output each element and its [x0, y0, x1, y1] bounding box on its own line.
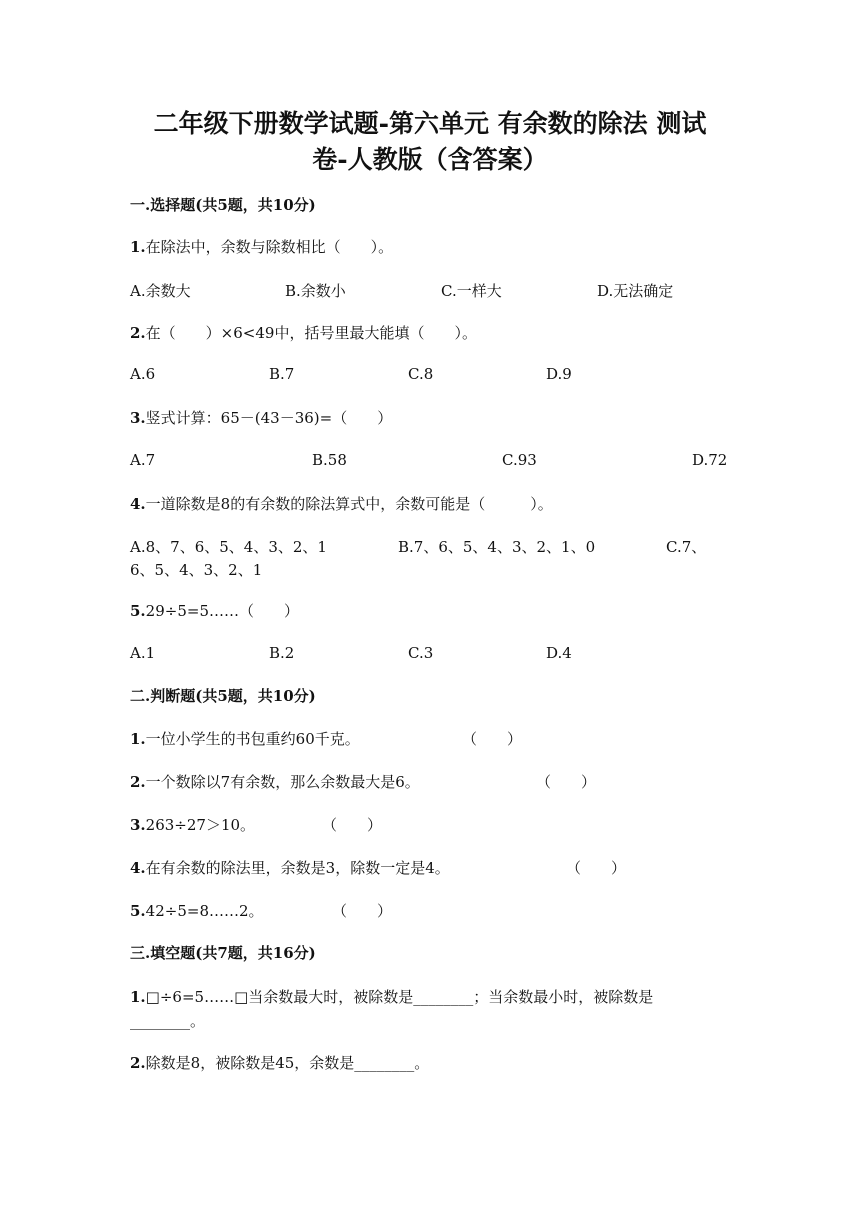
section-heading-fill: 三.填空题(共7题，共16分): [130, 944, 316, 962]
page-title: [100, 106, 760, 178]
title-line-1: 二年级下册数学试题-第六单元 有余数的除法 测试: [153, 109, 707, 138]
answer-blank: （ ）: [566, 859, 627, 877]
question-text: 5.29÷5=5……（ ）: [130, 602, 299, 620]
option-b: B.2: [269, 644, 295, 662]
answer-blank: （ ）: [536, 773, 597, 791]
answer-blank: （ ）: [332, 902, 393, 920]
option-d: D.无法确定: [597, 282, 674, 300]
option-d: D.9: [546, 365, 572, 383]
option-a: A.6: [130, 365, 156, 383]
question-text: 1.□÷6=5……□当余数最大时，被除数是________；当余数最小时，被除数是: [130, 988, 654, 1006]
question-text: 1.在除法中，余数与除数相比（ ）。: [130, 238, 394, 256]
option-c: C.93: [502, 451, 537, 469]
answer-blank: （ ）: [462, 730, 523, 748]
option-b: B.7: [269, 365, 295, 383]
title-line-2: 卷-人教版（含答案）: [312, 145, 548, 174]
option-b: B.余数小: [285, 282, 346, 300]
question-text: 5.42÷5=8……2。: [130, 902, 264, 920]
option-a: A.7: [130, 451, 156, 469]
option-c: C.3: [408, 644, 434, 662]
question-text: 2.在（ ）×6<49中，括号里最大能填（ ）。: [130, 324, 477, 342]
question-text: 3.263÷27＞10。: [130, 816, 256, 834]
question-text: 2.一个数除以7有余数，那么余数最大是6。: [130, 773, 420, 791]
question-text: 4.一道除数是8的有余数的除法算式中，余数可能是（ ）。: [130, 495, 553, 513]
question-text: 1.一位小学生的书包重约60千克。: [130, 730, 360, 748]
option-d: D.4: [546, 644, 572, 662]
option-d: D.72: [692, 451, 728, 469]
option-a: A.余数大: [130, 282, 191, 300]
option-c-continued: 6、5、4、3、2、1: [130, 561, 263, 579]
option-a: A.1: [130, 644, 156, 662]
question-text: 2.除数是8，被除数是45，余数是________。: [130, 1054, 430, 1072]
option-c: C.8: [408, 365, 434, 383]
question-text-continued: ________。: [130, 1012, 206, 1030]
question-text: 3.竖式计算：65－(43－36)=（ ）: [130, 409, 393, 427]
option-c: C.一样大: [441, 282, 502, 300]
question-text: 4.在有余数的除法里，余数是3，除数一定是4。: [130, 859, 450, 877]
section-heading-judge: 二.判断题(共5题，共10分): [130, 687, 316, 705]
section-heading-choice: 一.选择题(共5题，共10分): [130, 196, 316, 214]
option-b: B.58: [312, 451, 347, 469]
answer-blank: （ ）: [322, 816, 383, 834]
option-c: C.7、: [666, 538, 707, 556]
option-b: B.7、6、5、4、3、2、1、0: [398, 538, 596, 556]
option-a: A.8、7、6、5、4、3、2、1: [130, 538, 327, 556]
